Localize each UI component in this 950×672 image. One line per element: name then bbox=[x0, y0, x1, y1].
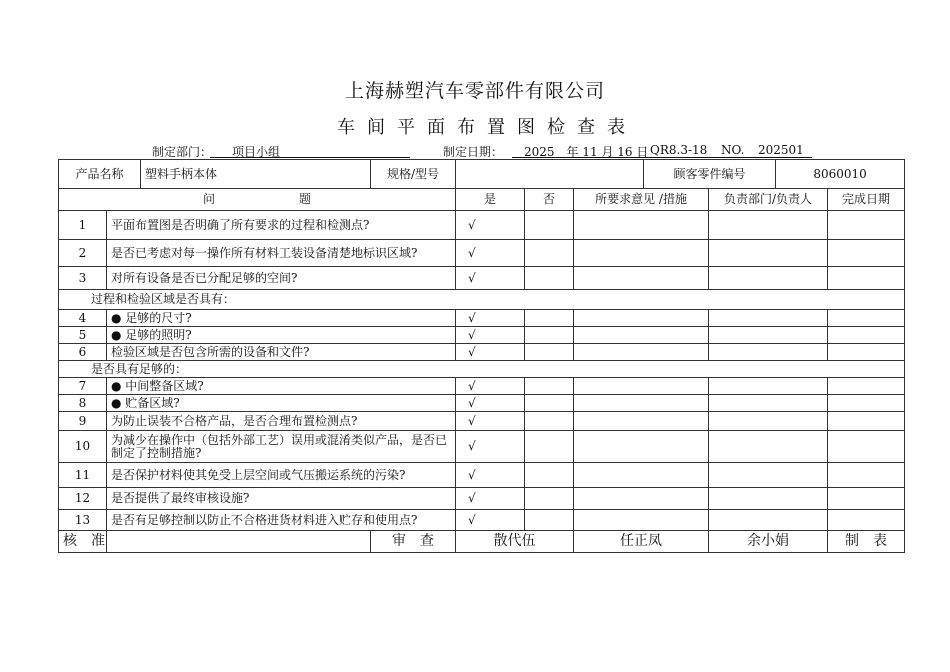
item-owner bbox=[709, 267, 828, 290]
dept-label: 制定部门： bbox=[152, 145, 213, 159]
product-label: 产品名称 bbox=[59, 160, 141, 189]
item-date bbox=[828, 463, 905, 488]
item-opinion bbox=[574, 327, 709, 344]
item-opinion bbox=[574, 378, 709, 395]
approve-label: 核 准 bbox=[59, 531, 107, 553]
section-row bbox=[59, 290, 905, 310]
item-owner bbox=[709, 344, 828, 361]
item-date bbox=[828, 310, 905, 327]
item-yes: √ bbox=[456, 488, 525, 510]
item-no-answer bbox=[525, 463, 574, 488]
item-no-answer bbox=[525, 412, 574, 431]
item-question: 对所有设备是否已分配足够的空间? bbox=[107, 267, 456, 290]
item-question: ● 贮备区域? bbox=[107, 395, 456, 412]
item-owner bbox=[709, 431, 828, 463]
item-opinion bbox=[574, 488, 709, 510]
item-yes: √ bbox=[456, 412, 525, 431]
dept-value: 项目小组 bbox=[232, 145, 281, 159]
item-opinion bbox=[574, 267, 709, 290]
table-row bbox=[59, 378, 905, 395]
item-owner bbox=[709, 211, 828, 240]
item-owner bbox=[709, 488, 828, 510]
prepare-label: 制 表 bbox=[828, 531, 905, 553]
item-no-answer bbox=[525, 344, 574, 361]
item-no: 6 bbox=[59, 344, 107, 361]
table-row bbox=[59, 327, 905, 344]
part-no-value: 8060010 bbox=[776, 160, 905, 189]
item-opinion bbox=[574, 510, 709, 531]
table-row bbox=[59, 211, 905, 240]
dept-underline bbox=[210, 157, 410, 158]
item-opinion bbox=[574, 463, 709, 488]
table-row bbox=[59, 431, 905, 463]
item-yes: √ bbox=[456, 510, 525, 531]
table-row bbox=[59, 395, 905, 412]
item-no: 4 bbox=[59, 310, 107, 327]
item-opinion bbox=[574, 211, 709, 240]
item-yes: √ bbox=[456, 310, 525, 327]
approve-value bbox=[107, 531, 371, 553]
section-label: 是否具有足够的： bbox=[59, 361, 905, 378]
item-date bbox=[828, 412, 905, 431]
item-no-answer bbox=[525, 510, 574, 531]
col-question: 问 题 bbox=[59, 189, 456, 211]
item-date bbox=[828, 488, 905, 510]
col-yes: 是 bbox=[456, 189, 525, 211]
item-yes: √ bbox=[456, 344, 525, 361]
date-underline bbox=[512, 157, 812, 158]
item-no: 5 bbox=[59, 327, 107, 344]
item-no-answer bbox=[525, 310, 574, 327]
no-label: NO. bbox=[721, 143, 745, 157]
date-label: 制定日期： bbox=[443, 145, 504, 159]
item-date bbox=[828, 395, 905, 412]
table-row bbox=[59, 267, 905, 290]
table-row bbox=[59, 412, 905, 431]
item-question: ● 中间整备区域? bbox=[107, 378, 456, 395]
item-no-answer bbox=[525, 378, 574, 395]
item-no-answer bbox=[525, 395, 574, 412]
form-title: 车间平面布置图检查表 bbox=[337, 117, 637, 138]
checklist-body bbox=[59, 160, 905, 531]
reviewer-1: 散代伍 bbox=[456, 531, 574, 553]
col-no: 否 bbox=[525, 189, 574, 211]
product-value: 塑料手柄本体 bbox=[141, 160, 371, 189]
item-yes: √ bbox=[456, 378, 525, 395]
item-date bbox=[828, 267, 905, 290]
form-code: QR8.3-18 bbox=[650, 143, 708, 157]
signature-row bbox=[59, 531, 905, 553]
item-no: 12 bbox=[59, 488, 107, 510]
item-opinion bbox=[574, 310, 709, 327]
table-row bbox=[59, 463, 905, 488]
table-row bbox=[59, 344, 905, 361]
item-date bbox=[828, 431, 905, 463]
table-row bbox=[59, 510, 905, 531]
company-name: 上海赫塑汽车零部件有限公司 bbox=[344, 80, 605, 102]
no-value: 202501 bbox=[758, 143, 804, 157]
item-owner bbox=[709, 510, 828, 531]
col-date: 完成日期 bbox=[828, 189, 905, 211]
table-row bbox=[59, 310, 905, 327]
date-value: 2025 年 11 月 16 日 bbox=[524, 145, 649, 159]
item-no: 7 bbox=[59, 378, 107, 395]
item-date bbox=[828, 327, 905, 344]
item-no: 3 bbox=[59, 267, 107, 290]
item-yes: √ bbox=[456, 463, 525, 488]
item-yes: √ bbox=[456, 240, 525, 267]
item-date bbox=[828, 510, 905, 531]
item-opinion bbox=[574, 431, 709, 463]
col-owner: 负责部门/负责人 bbox=[709, 189, 828, 211]
item-question: 是否保护材料使其免受上层空间或气压搬运系统的污染? bbox=[107, 463, 456, 488]
item-question: ● 足够的尺寸? bbox=[107, 310, 456, 327]
section-row bbox=[59, 361, 905, 378]
item-question: ● 足够的照明? bbox=[107, 327, 456, 344]
item-date bbox=[828, 378, 905, 395]
item-no: 8 bbox=[59, 395, 107, 412]
item-no: 10 bbox=[59, 431, 107, 463]
item-question: 是否有足够控制以防止不合格进货材料进入贮存和使用点? bbox=[107, 510, 456, 531]
item-no: 2 bbox=[59, 240, 107, 267]
section-label: 过程和检验区域是否具有： bbox=[59, 290, 905, 310]
reviewer-2: 任正凤 bbox=[574, 531, 709, 553]
item-owner bbox=[709, 378, 828, 395]
part-no-label: 顾客零件编号 bbox=[644, 160, 776, 189]
item-date bbox=[828, 344, 905, 361]
checklist-table bbox=[58, 159, 905, 553]
item-no-answer bbox=[525, 431, 574, 463]
item-owner bbox=[709, 395, 828, 412]
item-yes: √ bbox=[456, 431, 525, 463]
item-owner bbox=[709, 463, 828, 488]
item-question: 是否已考虑对每一操作所有材料工装设备清楚地标识区域? bbox=[107, 240, 456, 267]
item-yes: √ bbox=[456, 327, 525, 344]
item-owner bbox=[709, 240, 828, 267]
item-no: 11 bbox=[59, 463, 107, 488]
item-opinion bbox=[574, 412, 709, 431]
item-question: 检验区域是否包含所需的设备和文件? bbox=[107, 344, 456, 361]
item-opinion bbox=[574, 240, 709, 267]
table-row bbox=[59, 488, 905, 510]
item-owner bbox=[709, 327, 828, 344]
item-yes: √ bbox=[456, 395, 525, 412]
item-question: 为防止误装不合格产品，是否合理布置检测点? bbox=[107, 412, 456, 431]
item-date bbox=[828, 211, 905, 240]
table-row bbox=[59, 240, 905, 267]
spec-value bbox=[456, 160, 644, 189]
col-opinion: 所要求意见 /措施 bbox=[574, 189, 709, 211]
column-header-row bbox=[59, 189, 905, 211]
item-date bbox=[828, 240, 905, 267]
item-yes: √ bbox=[456, 211, 525, 240]
item-yes: √ bbox=[456, 267, 525, 290]
item-opinion bbox=[574, 395, 709, 412]
item-owner bbox=[709, 412, 828, 431]
item-question: 是否提供了最终审核设施? bbox=[107, 488, 456, 510]
item-no-answer bbox=[525, 327, 574, 344]
item-no: 13 bbox=[59, 510, 107, 531]
item-no: 1 bbox=[59, 211, 107, 240]
item-question: 平面布置图是否明确了所有要求的过程和检测点? bbox=[107, 211, 456, 240]
review-label: 审 查 bbox=[371, 531, 456, 553]
info-row bbox=[59, 160, 905, 189]
item-question: 为减少在操作中（包括外部工艺）误用或混淆类似产品，是否已制定了控制措施? bbox=[107, 431, 456, 463]
item-no: 9 bbox=[59, 412, 107, 431]
item-owner bbox=[709, 310, 828, 327]
item-no-answer bbox=[525, 488, 574, 510]
spec-label: 规格/型号 bbox=[371, 160, 456, 189]
item-opinion bbox=[574, 344, 709, 361]
item-no-answer bbox=[525, 267, 574, 290]
reviewer-3: 余小娟 bbox=[709, 531, 828, 553]
item-no-answer bbox=[525, 240, 574, 267]
item-no-answer bbox=[525, 211, 574, 240]
